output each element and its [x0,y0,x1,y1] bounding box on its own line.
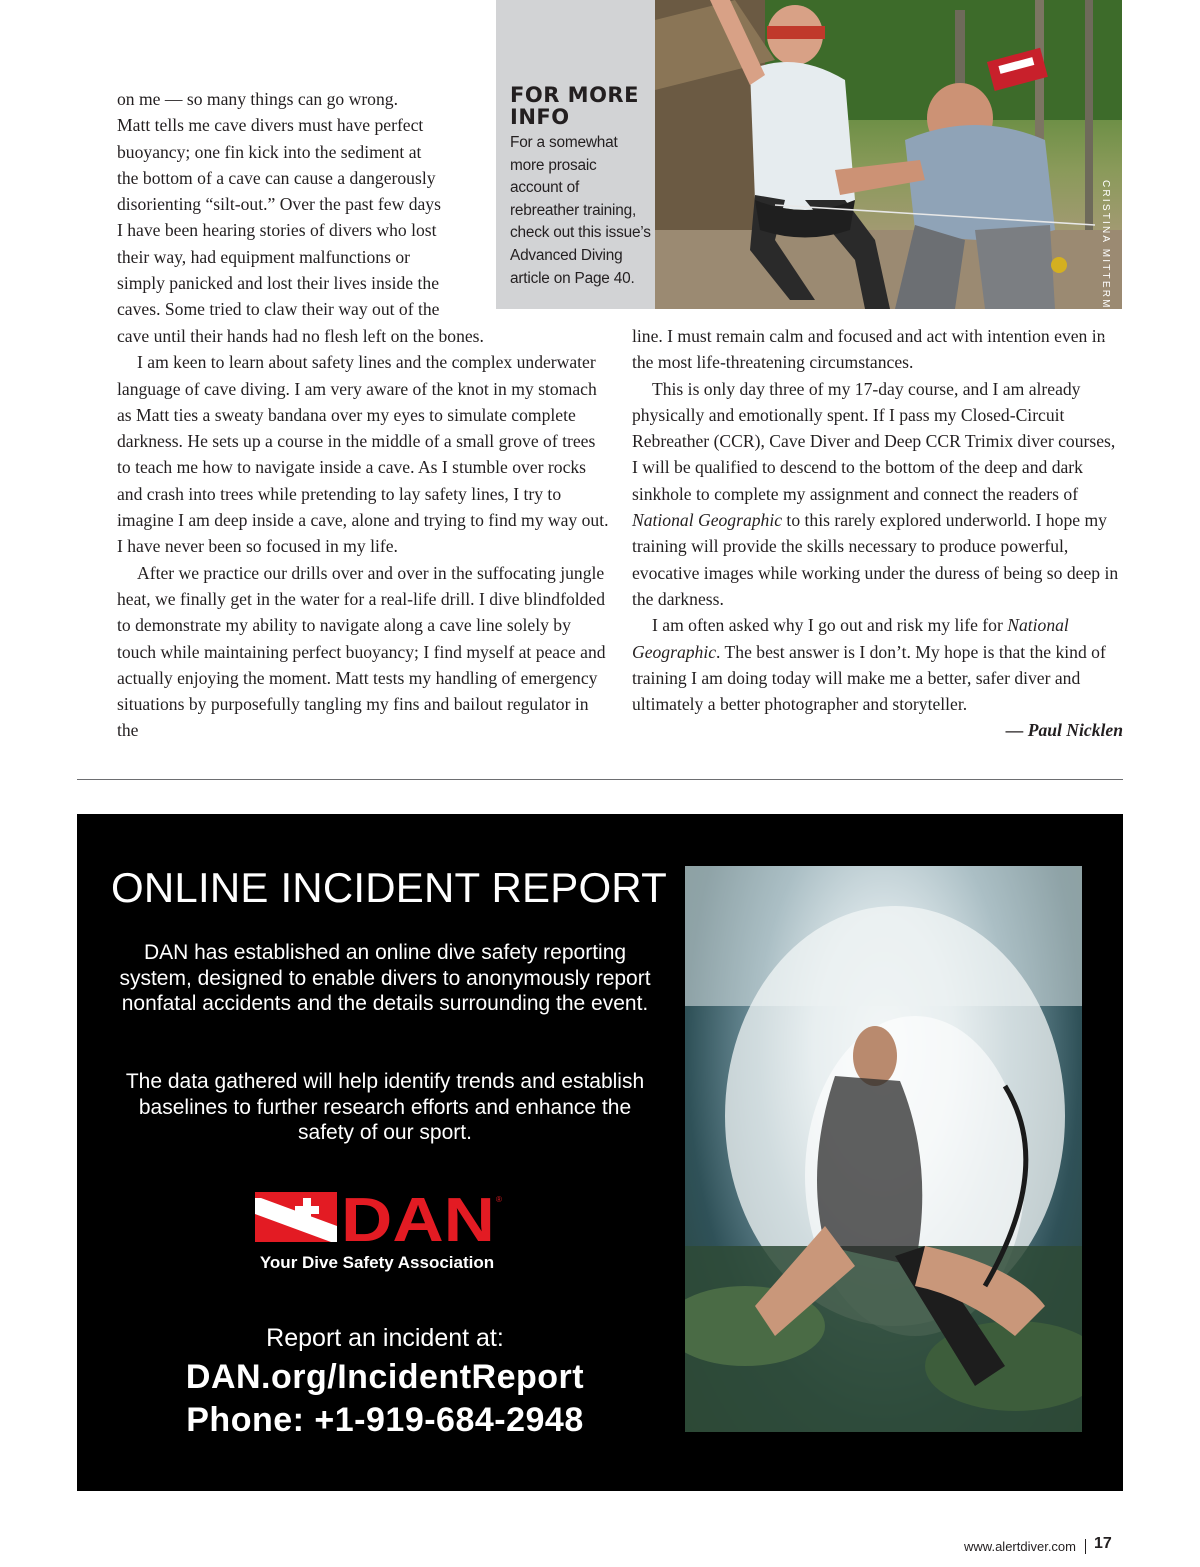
ad-paragraph: DAN has established an online dive safety reporting system, designed to enable divers to anonymously report nonfatal accidents and the details surrounding the event. [119,941,651,1016]
footer-website[interactable]: www.alertdiver.com [964,1539,1076,1554]
article-column-left [117,323,609,744]
info-sidebar [496,0,655,309]
dan-wordmark: DAN [341,1192,495,1255]
paragraph: After we practice our drills over and over in the suffocating jungle heat, we finally get in the water for a real-life drill. I dive blindfolded to demonstrate my ability to navigate along a cave line solely by touch while maintaining perfect buoyancy; I find myself at peace and actually enjoying the moment. Matt tests my handling of emergency situations by purposefully tangling my fins and bailout regulator in the [117,562,606,741]
text-line: I have been hearing stories of divers who lost [117,220,437,241]
sidebar-text: For a somewhat more prosaic account of rebreather training, check out this issue’s Advanced Diving article on Page 40. [510,134,651,287]
incident-report-ad [77,814,1123,1491]
text-line: disorienting “silt-out.” Over the past few days [117,194,441,215]
article-column-left-top [117,86,472,323]
text-line: buoyancy; one fin kick into the sediment at [117,141,422,162]
sidebar-heading: FOR MORE INFO [510,83,639,129]
author-signature: — Paul Nicklen [1005,720,1123,741]
paragraph-end: cave until their hands had no flesh left on the bones. [117,326,484,346]
registered-mark: ® [496,1195,502,1204]
photo-illustration [655,0,1122,309]
publication-title: National Geographic [632,615,1069,662]
text-line: caves. Some tried to claw their way out of the [117,299,440,320]
paragraph: line. I must remain calm and focused and act with intention even in the most life-threatening circumstances. [632,326,1106,373]
text-line: simply panicked and lost their lives inside the [117,273,440,294]
diver-illustration [685,866,1082,1432]
paragraph: I am keen to learn about safety lines and the complex underwater language of cave diving. I am very aware of the knot in my stomach as Matt ties a sweaty bandana over my eyes to simulate complete darkness. He sets up a course in the middle of a small grove of trees to teach me how to navigate inside a cave. As I stumble over rocks and crash into trees while pretending to lay safety lines, I try to imagine I am deep inside a cave, alone and trying to find my way out. I have never been so focused in my life. [117,352,609,557]
ad-paragraph: The data gathered will help identify trends and establish baselines to further research efforts and enhance the safety of our sport. [125,1070,645,1145]
diver-photo [685,866,1082,1432]
dan-tagline: Your Dive Safety Association [259,1253,495,1272]
text-line: on me — so many things can go wrong. [117,89,398,109]
report-phone: Phone: +1-919-684-2948 [186,1401,584,1439]
text-line: the bottom of a cave can cause a dangerously [117,167,436,188]
report-url-link[interactable]: DAN.org/IncidentReport [185,1358,585,1396]
ad-title: ONLINE INCIDENT REPORT [111,864,667,911]
footer-separator [1085,1539,1086,1554]
page-number: 17 [1094,1535,1112,1552]
section-divider [77,779,1123,780]
text-line: their way, had equipment malfunctions or [117,246,410,267]
report-label: Report an incident at: [266,1324,504,1352]
paragraph: This is only day three of my 17-day course, and I am already physically and emotionally spent. If I pass my Closed-Circuit Rebreather (CCR), Cave Diver and Deep CCR Trimix diver courses, I will be qualified to descend to the bottom of the deep and dark sinkhole to complete my assignment and connect the readers of National Geographic to this rarely explored underworld. I hope my training will provide the skills necessary to produce powerful, evocative images while working under the duress of being so deep in the darkness. [632,378,1119,609]
text-line: Matt tells me cave divers must have perfect [117,115,424,136]
publication-title: National Geographic [632,510,783,531]
paragraph: I am often asked why I go out and risk my life for National Geographic. The best answer is I don’t. My hope is that the kind of training I am doing today will make me a better, safer diver and ultimately a better photographer and storyteller. [632,615,1106,715]
article-column-right [632,323,1123,744]
training-photo [655,0,1122,309]
